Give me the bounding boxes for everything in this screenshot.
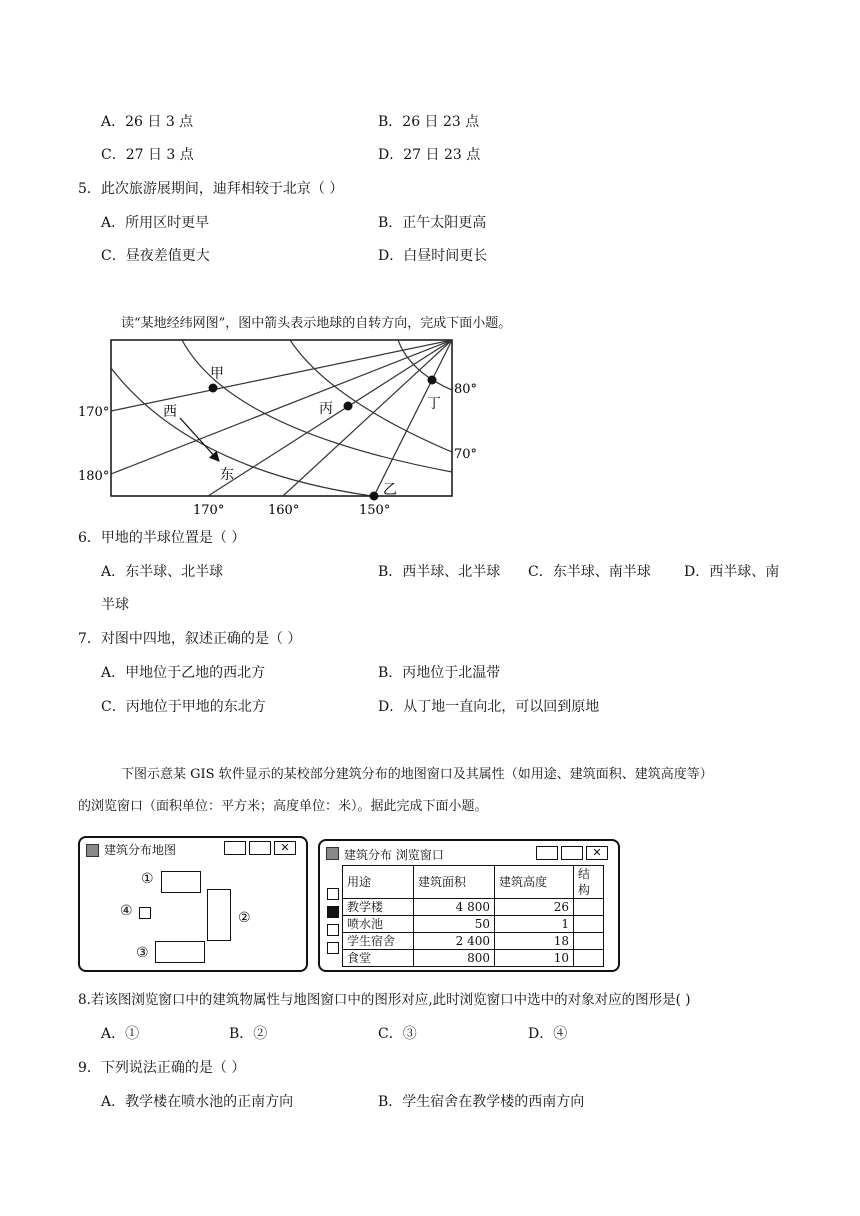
row-checkbox-4[interactable]: [327, 942, 339, 954]
close-button[interactable]: ✕: [274, 841, 296, 855]
browse-window-title: 建筑分布 浏览窗口: [344, 848, 444, 862]
table-row[interactable]: [343, 933, 604, 950]
meridian-170: [111, 340, 452, 411]
cell-area: 4 800: [414, 899, 495, 916]
cell-use: 教学楼: [343, 899, 414, 916]
q9-stem: 9．下列说法正确的是（ ）: [78, 1060, 246, 1076]
q6-option-d-wrap: 半球: [101, 597, 129, 613]
row-checkbox-1[interactable]: [327, 888, 339, 900]
cell-use: 喷水池: [343, 916, 414, 933]
maximize-button[interactable]: [561, 846, 583, 860]
cell-area: 800: [414, 950, 495, 967]
left-label-180: 180°: [78, 469, 110, 484]
map-window: [78, 836, 308, 972]
meridian-170-bottom: [208, 340, 452, 496]
minimize-button[interactable]: [536, 846, 558, 860]
q6-option-d: D．西半球、南: [684, 564, 780, 580]
q4-option-b: B．26 日 23 点: [378, 114, 480, 130]
table-row[interactable]: [343, 950, 604, 967]
point-ding: [428, 376, 437, 385]
header-structure: 结构: [574, 866, 604, 899]
header-use: 用途: [343, 866, 414, 899]
q8-stem: 8.若该图浏览窗口中的建筑物属性与地图窗口中的图形对应,此时浏览窗口中选中的对象对应的图形是( ): [78, 992, 691, 1008]
q9-option-a: A．教学楼在喷水池的正南方向: [101, 1094, 294, 1110]
q6-option-c: C．东半球、南半球: [528, 564, 651, 580]
left-label-170: 170°: [78, 405, 110, 420]
attribute-table: [342, 865, 604, 967]
cell-area: 2 400: [414, 933, 495, 950]
q6-option-b: B．西半球、北半球: [378, 564, 501, 580]
cell-structure: [574, 933, 604, 950]
cell-height: 10: [495, 950, 574, 967]
q5-option-d: D．白昼时间更长: [378, 248, 488, 264]
row-checkbox-2[interactable]: [327, 906, 339, 918]
q4-option-c: C．27 日 3 点: [101, 147, 194, 163]
cell-use: 食堂: [343, 950, 414, 967]
q5-option-a: A．所用区时更早: [101, 215, 210, 231]
table-header-row: [343, 866, 604, 899]
cell-height: 18: [495, 933, 574, 950]
shape-label-3: ③: [136, 945, 149, 961]
browse-window: [318, 839, 620, 972]
point-yi: [370, 492, 379, 501]
cell-height: 26: [495, 899, 574, 916]
point-jia: [209, 384, 218, 393]
q9-option-b: B．学生宿舍在教学楼的西南方向: [378, 1094, 585, 1110]
header-height: 建筑高度: [495, 866, 574, 899]
map-window-title: 建筑分布地图: [104, 843, 177, 857]
q7-option-a: A．甲地位于乙地的西北方: [101, 665, 266, 681]
graticule-map: [74, 335, 484, 520]
label-ding: 丁: [427, 396, 441, 412]
header-area: 建筑面积: [414, 866, 495, 899]
bottom-label-170: 170°: [193, 503, 225, 518]
shape-1[interactable]: [161, 871, 201, 893]
maximize-button[interactable]: [249, 841, 271, 855]
q4-option-d: D．27 日 23 点: [378, 147, 481, 163]
q5-stem: 5．此次旅游展期间，迪拜相较于北京（ ）: [78, 181, 344, 197]
label-bing: 丙: [319, 401, 333, 417]
q5-option-b: B．正午太阳更高: [378, 215, 487, 231]
q8-option-d: D．④: [528, 1026, 568, 1042]
label-west: 西: [163, 404, 177, 420]
cell-use: 学生宿舍: [343, 933, 414, 950]
gis-intro-line2: 的浏览窗口（面积单位：平方米；高度单位：米）。据此完成下面小题。: [78, 799, 488, 814]
cell-structure: [574, 950, 604, 967]
q7-option-d: D．从丁地一直向北，可以回到原地: [378, 699, 600, 715]
shape-label-1: ①: [141, 871, 154, 887]
shape-3[interactable]: [155, 941, 205, 963]
q6-option-a: A．东半球、北半球: [101, 564, 224, 580]
close-button[interactable]: ✕: [586, 846, 608, 860]
q8-option-c: C．③: [378, 1026, 417, 1042]
table-row[interactable]: [343, 916, 604, 933]
rotation-arrow: [180, 418, 218, 460]
q7-stem: 7．对图中四地，叙述正确的是（ ）: [78, 631, 302, 647]
cell-structure: [574, 899, 604, 916]
shape-4[interactable]: [139, 907, 151, 919]
shape-2[interactable]: [207, 889, 231, 941]
shape-label-4: ④: [120, 903, 133, 919]
bottom-label-160: 160°: [268, 503, 300, 518]
q8-option-b: B．②: [229, 1026, 268, 1042]
label-jia: 甲: [210, 366, 224, 382]
window-icon: [86, 844, 99, 857]
cell-height: 1: [495, 916, 574, 933]
q7-option-c: C．丙地位于甲地的东北方: [101, 699, 266, 715]
q5-option-c: C．昼夜差值更大: [101, 248, 210, 264]
q7-option-b: B．丙地位于北温带: [378, 665, 501, 681]
minimize-button[interactable]: [224, 841, 246, 855]
q8-option-a: A．①: [101, 1026, 140, 1042]
table-row[interactable]: [343, 899, 604, 916]
row-checkbox-3[interactable]: [327, 924, 339, 936]
window-icon: [326, 847, 339, 860]
right-label-80: 80°: [454, 382, 478, 397]
q4-option-a: A．26 日 3 点: [101, 114, 194, 130]
label-east: 东: [220, 467, 234, 483]
point-bing: [344, 402, 353, 411]
label-yi: 乙: [383, 482, 397, 498]
cell-structure: [574, 916, 604, 933]
gis-intro-line1: 下图示意某 GIS 软件显示的某校部分建筑分布的地图窗口及其属性（如用途、建筑面积、建筑高度等）: [121, 767, 713, 782]
map-intro: 读“某地经纬网图”，图中箭头表示地球的自转方向，完成下面小题。: [121, 316, 512, 331]
cell-area: 50: [414, 916, 495, 933]
bottom-label-150: 150°: [359, 503, 391, 518]
q6-stem: 6．甲地的半球位置是（ ）: [78, 530, 246, 546]
right-label-70: 70°: [454, 447, 478, 462]
parallel-65: [182, 340, 452, 472]
shape-label-2: ②: [238, 910, 251, 926]
